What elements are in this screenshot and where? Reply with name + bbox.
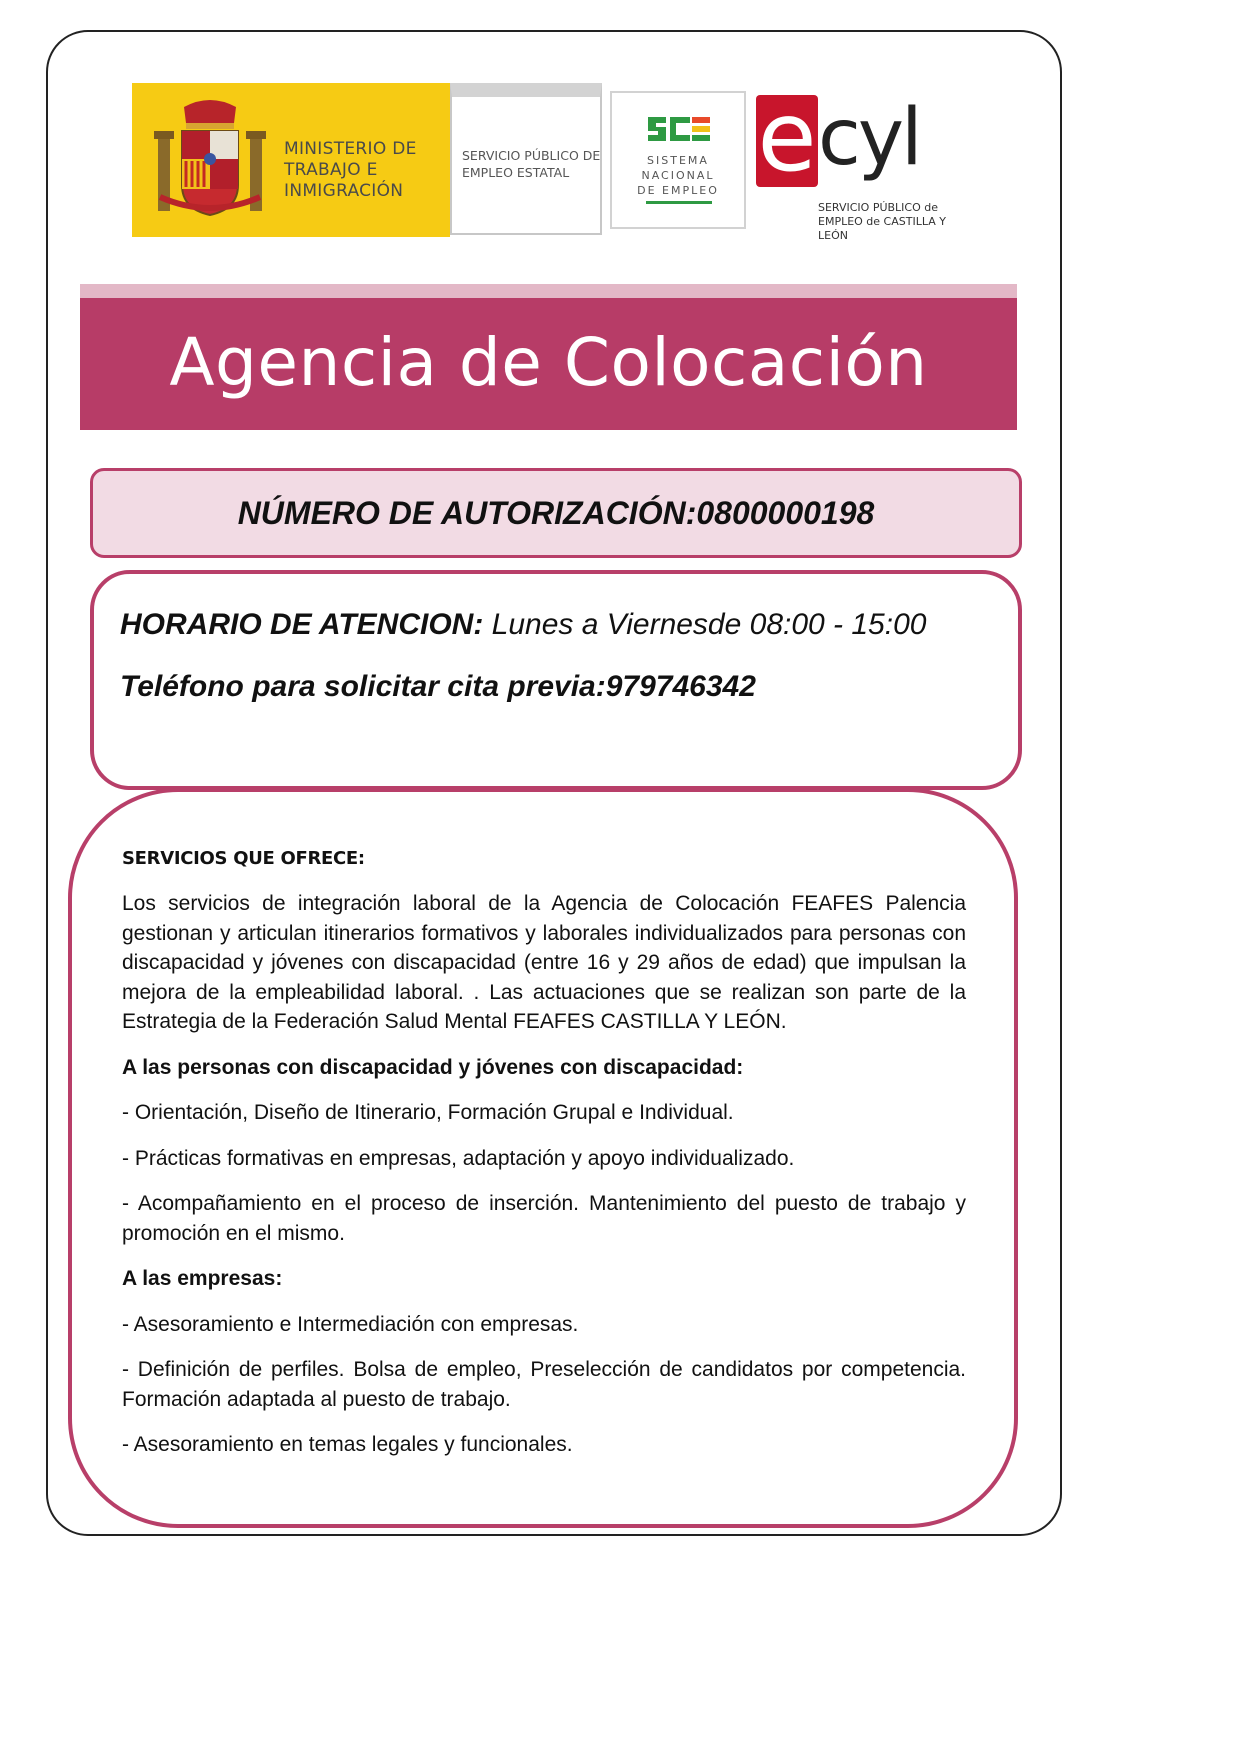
ecyl-logo xyxy=(754,81,952,242)
schedule-box xyxy=(90,570,1022,790)
list-item: - Definición de perfiles. Bolsa de empleo, Preselección de candidatos por competencia. Formación adaptada al puesto de trabajo. xyxy=(122,1358,966,1411)
sne-logo xyxy=(610,91,746,229)
ministerio-logo xyxy=(132,83,450,237)
schedule-label: HORARIO DE ATENCION: xyxy=(120,608,484,641)
logo-strip xyxy=(132,81,952,242)
title-banner xyxy=(80,298,1017,430)
list-item: - Asesoramiento e Intermediación con empresas. xyxy=(122,1312,579,1336)
list-item: - Acompañamiento en el proceso de inserción. Mantenimiento del puesto de trabajo y promoción en el mismo. xyxy=(122,1192,966,1245)
services-content xyxy=(122,848,966,1476)
ministerio-label: MINISTERIO DE TRABAJO E INMIGRACIÓN xyxy=(284,139,417,201)
services-intro: Los servicios de integración laboral de la Agencia de Colocación FEAFES Palencia gestionan y articulan itinerarios formativos y laborales individualizados para personas con discapacidad y jóvenes con discapacidad (entre 16 y 29 años de edad) que impulsan la mejora de la empleabilidad laboral. . Las actuaciones que se realizan son parte de la Estrategia de la Federación Salud Mental FEAFES CASTILLA Y LEÓN. xyxy=(122,892,966,1033)
authorization-box xyxy=(90,468,1022,558)
coat-of-arms-icon xyxy=(154,97,266,223)
sne-label: SISTEMA NACIONAL DE EMPLEO xyxy=(637,154,719,197)
ecyl-wordmark: cyl xyxy=(818,93,920,183)
list-item: - Orientación, Diseño de Itinerario, Formación Grupal e Individual. xyxy=(122,1101,734,1124)
sne-underline xyxy=(646,201,712,204)
schedule-line xyxy=(120,608,926,642)
schedule-value: Lunes a Viernesde 08:00 - 15:00 xyxy=(483,608,927,641)
authorization-number: NÚMERO DE AUTORIZACIÓN:0800000198 xyxy=(237,495,875,531)
list-item: - Asesoramiento en temas legales y funcionales. xyxy=(122,1433,573,1456)
phone-line: Teléfono para solicitar cita previa:979746342 xyxy=(120,670,756,703)
services-box xyxy=(68,788,1018,1528)
persons-heading: A las personas con discapacidad y jóvenes con discapacidad: xyxy=(122,1055,744,1079)
companies-heading: A las empresas: xyxy=(122,1267,283,1290)
page-title: Agencia de Colocación xyxy=(169,324,928,401)
list-item: - Prácticas formativas en empresas, adaptación y apoyo individualizado. xyxy=(122,1146,795,1170)
sne-mark-icon xyxy=(646,113,712,145)
services-heading: SERVICIOS QUE OFRECE: xyxy=(122,848,365,869)
ecyl-e-mark: e xyxy=(757,81,817,193)
sepe-logo xyxy=(450,83,602,235)
ecyl-sub-label: SERVICIO PÚBLICO de EMPLEO de CASTILLA Y LEÓN xyxy=(818,201,946,242)
sepe-label: SERVICIO PÚBLICO DE EMPLEO ESTATAL xyxy=(462,148,601,180)
